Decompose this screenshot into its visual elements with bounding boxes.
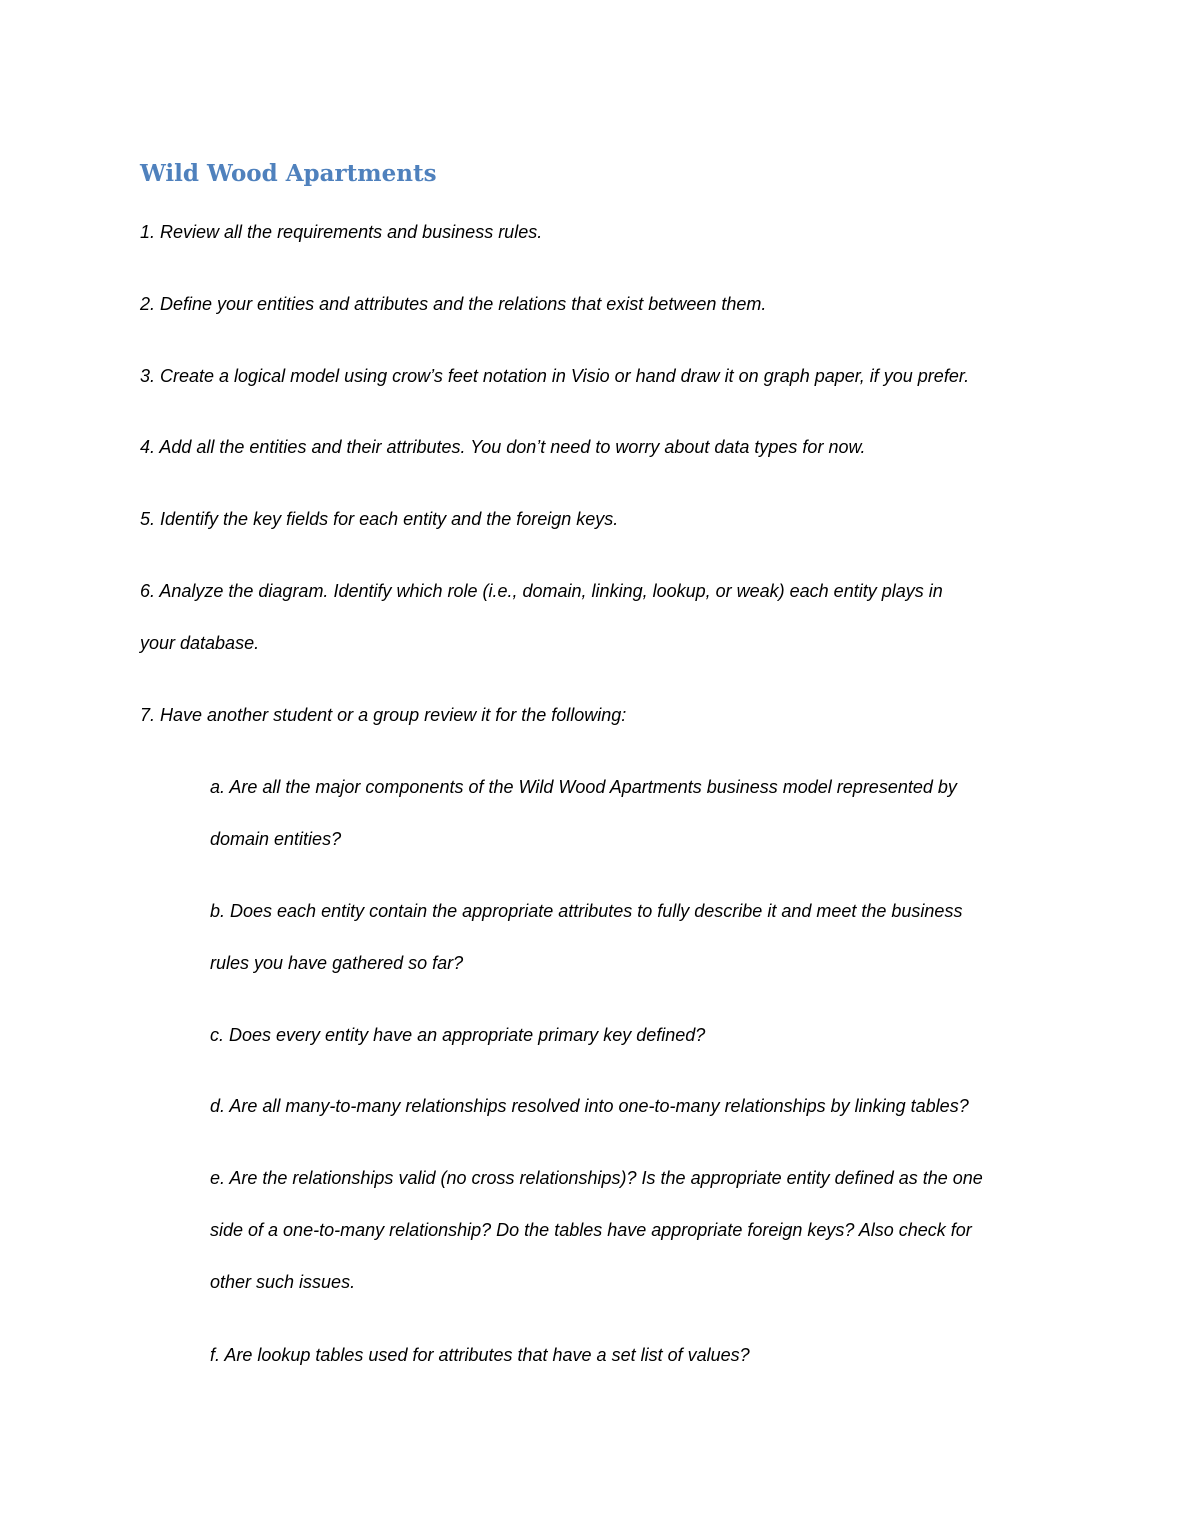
step-line: 1. Review all the requirements and business rules.	[140, 222, 543, 242]
step-line: 2. Define your entities and attributes and the relations that exist between them.	[140, 294, 767, 314]
step-line: 7. Have another student or a group review it for the following:	[140, 705, 627, 725]
review-item-c	[210, 1009, 705, 1061]
step-6	[140, 565, 943, 669]
review-item-line: d. Are all many-to-many relationships resolved into one-to-many relationships by linking tables?	[210, 1096, 969, 1116]
step-line: 5. Identify the key fields for each entity and the foreign keys.	[140, 509, 619, 529]
step-line: 6. Analyze the diagram. Identify which role (i.e., domain, linking, lookup, or weak) each entity plays in	[140, 581, 943, 601]
review-item-a	[210, 761, 957, 865]
review-item-f	[210, 1329, 750, 1381]
step-4	[140, 421, 865, 473]
review-item-line: other such issues.	[210, 1272, 356, 1292]
review-item-line: c. Does every entity have an appropriate primary key defined?	[210, 1025, 706, 1045]
review-item-line: a. Are all the major components of the Wild Wood Apartments business model represented by	[210, 777, 957, 797]
review-item-b	[210, 885, 962, 989]
step-line: 4. Add all the entities and their attributes. You don’t need to worry about data types for now.	[140, 437, 866, 457]
review-item-line: b. Does each entity contain the appropriate attributes to fully describe it and meet the business	[210, 901, 963, 921]
step-5	[140, 493, 618, 545]
review-item-line: side of a one-to-many relationship? Do the tables have appropriate foreign keys? Also check for	[210, 1220, 972, 1240]
step-line: 3. Create a logical model using crow’s feet notation in Visio or hand draw it on graph paper, if you prefer.	[140, 366, 970, 386]
review-item-line: e. Are the relationships valid (no cross relationships)? Is the appropriate entity defined as the one	[210, 1168, 983, 1188]
review-item-line: f. Are lookup tables used for attributes that have a set list of values?	[210, 1345, 750, 1365]
review-item-d	[210, 1080, 969, 1132]
review-item-line: rules you have gathered so far?	[210, 953, 464, 973]
step-1	[140, 206, 542, 258]
step-3	[140, 350, 969, 402]
step-2	[140, 278, 766, 330]
step-7	[140, 689, 626, 741]
step-line: your database.	[140, 633, 260, 653]
document-title: Wild Wood Apartments	[140, 160, 437, 187]
review-item-line: domain entities?	[210, 829, 342, 849]
review-item-e	[210, 1152, 983, 1308]
